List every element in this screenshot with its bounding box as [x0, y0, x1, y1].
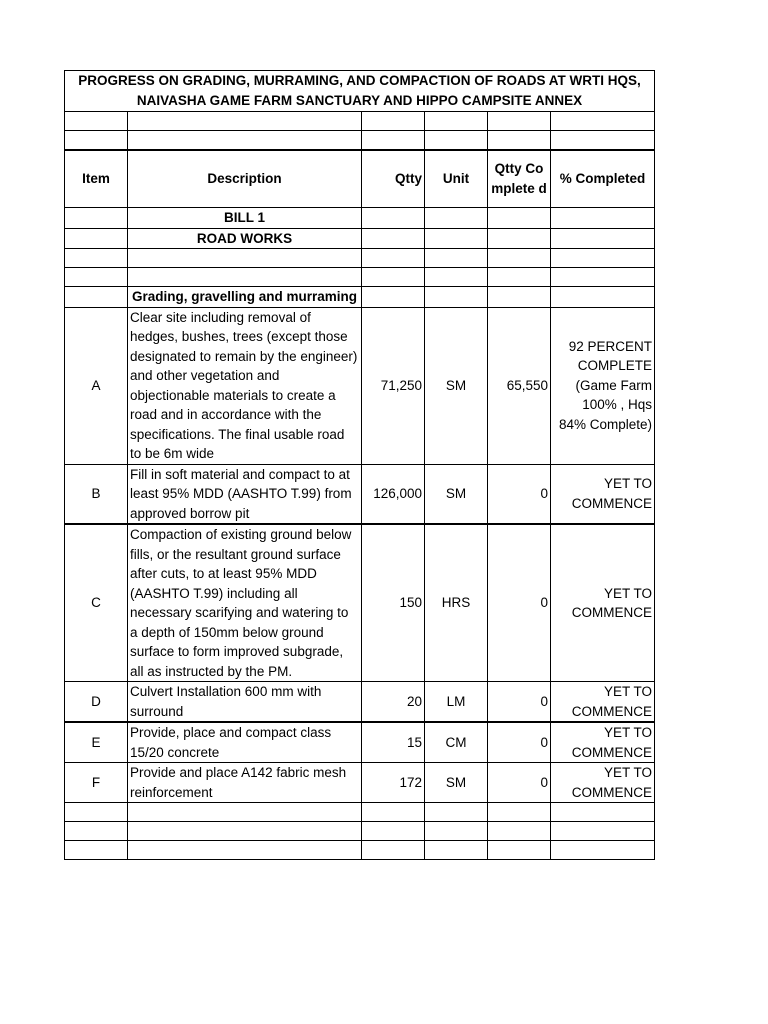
section-label: ROAD WORKS — [128, 228, 362, 249]
row-description: Clear site including removal of hedges, bushes, trees (except those designated to remain by the engineer) and other vegetation and objectionable materials to create a road and in accordance with the specifications. The final usable road to be 6m wide — [128, 307, 362, 464]
row-item: D — [65, 682, 128, 723]
title-row — [65, 71, 655, 112]
blank-row — [65, 822, 655, 841]
row-unit: SM — [425, 307, 488, 464]
row-qtty-completed: 0 — [488, 763, 551, 803]
header-unit: Unit — [425, 150, 488, 208]
blank-row — [65, 112, 655, 131]
row-description: Fill in soft material and compact to at least 95% MDD (AASHTO T.99) from approved borrow pit — [128, 464, 362, 524]
row-pct-completed: YET TO COMMENCE — [551, 682, 655, 723]
header-item: Item — [65, 150, 128, 208]
table-row — [65, 524, 655, 682]
row-item: A — [65, 307, 128, 464]
row-pct-completed: YET TO COMMENCE — [551, 464, 655, 524]
table-row — [65, 722, 655, 763]
blank-row — [65, 268, 655, 287]
row-pct-completed: 92 PERCENT COMPLETE (Game Farm 100% , Hqs 84% Complete) — [551, 307, 655, 464]
subsection-label: Grading, gravelling and murraming — [128, 287, 362, 308]
row-unit: CM — [425, 722, 488, 763]
subsection-row — [65, 287, 655, 308]
progress-table — [64, 70, 655, 860]
row-item: B — [65, 464, 128, 524]
row-qtty: 20 — [362, 682, 425, 723]
title-line-1: PROGRESS ON GRADING, MURRAMING, AND COMPACTION OF ROADS AT WRTI HQS, — [78, 73, 641, 88]
row-item: E — [65, 722, 128, 763]
row-pct-completed: YET TO COMMENCE — [551, 524, 655, 682]
blank-row — [65, 803, 655, 822]
row-qtty: 15 — [362, 722, 425, 763]
blank-row — [65, 841, 655, 860]
table-row — [65, 682, 655, 723]
row-unit: HRS — [425, 524, 488, 682]
header-qtty-completed — [488, 150, 551, 208]
row-unit: SM — [425, 464, 488, 524]
row-qtty: 71,250 — [362, 307, 425, 464]
row-item: F — [65, 763, 128, 803]
section-row — [65, 228, 655, 249]
row-qtty-completed: 65,550 — [488, 307, 551, 464]
table-row — [65, 763, 655, 803]
bill-label: BILL 1 — [128, 208, 362, 229]
row-unit: SM — [425, 763, 488, 803]
bill-row — [65, 208, 655, 229]
row-description: Provide and place A142 fabric mesh reinforcement — [128, 763, 362, 803]
row-qtty-completed: 0 — [488, 464, 551, 524]
row-pct-completed: YET TO COMMENCE — [551, 722, 655, 763]
header-qtty: Qtty — [362, 150, 425, 208]
table-row — [65, 464, 655, 524]
row-qtty-completed: 0 — [488, 722, 551, 763]
header-pct-completed: % Completed — [551, 150, 655, 208]
row-pct-completed: YET TO COMMENCE — [551, 763, 655, 803]
blank-row — [65, 131, 655, 150]
header-qtty-completed-text: Qtty Complete d — [491, 161, 547, 196]
title-line-2: NAIVASHA GAME FARM SANCTUARY AND HIPPO CAMPSITE ANNEX — [136, 93, 583, 108]
row-qtty-completed: 0 — [488, 682, 551, 723]
blank-row — [65, 249, 655, 268]
row-qtty: 172 — [362, 763, 425, 803]
row-description: Provide, place and compact class 15/20 concrete — [128, 722, 362, 763]
header-description: Description — [128, 150, 362, 208]
document-title — [65, 71, 655, 112]
table-row — [65, 307, 655, 464]
row-qtty: 150 — [362, 524, 425, 682]
row-item: C — [65, 524, 128, 682]
row-description: Culvert Installation 600 mm with surround — [128, 682, 362, 723]
row-qtty: 126,000 — [362, 464, 425, 524]
row-description: Compaction of existing ground below fills, or the resultant ground surface after cuts, to at least 95% MDD (AASHTO T.99) including all necessary scarifying and watering to a depth of 150mm below ground surface to form improved subgrade, all as instructed by the PM. — [128, 524, 362, 682]
row-unit: LM — [425, 682, 488, 723]
row-qtty-completed: 0 — [488, 524, 551, 682]
header-row — [65, 150, 655, 208]
